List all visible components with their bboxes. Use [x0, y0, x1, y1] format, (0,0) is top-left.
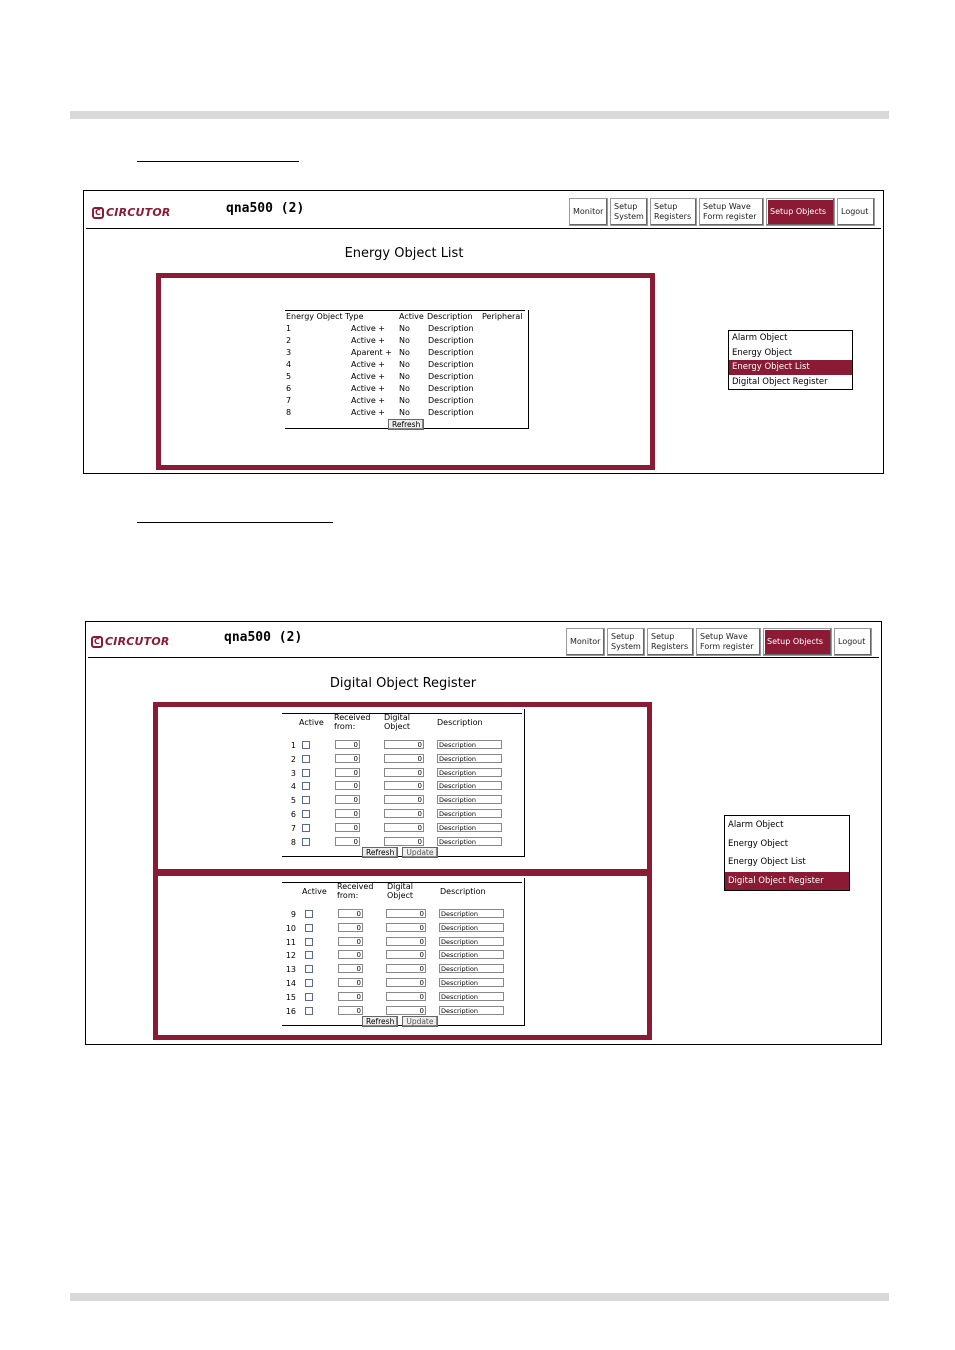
energy-row-active: No [399, 408, 410, 417]
refresh-button[interactable]: Refresh [362, 1016, 398, 1027]
col-header-active: Active [302, 887, 327, 896]
active-checkbox[interactable] [305, 965, 313, 973]
digital-object-input[interactable]: 0 [386, 937, 426, 946]
row-number: 15 [285, 992, 296, 1002]
active-checkbox[interactable] [302, 796, 310, 804]
energy-row-num: 5 [286, 372, 292, 381]
description-input[interactable]: Description [439, 909, 504, 918]
top-nav [569, 198, 875, 226]
energy-row-num: 6 [286, 384, 292, 393]
energy-row-description: Description [428, 360, 474, 369]
col-header-active: Active [299, 718, 324, 727]
energy-row-description: Description [428, 396, 474, 405]
digital-object-input[interactable]: 0 [386, 978, 426, 987]
digital-object-input[interactable]: 0 [386, 909, 426, 918]
active-checkbox[interactable] [302, 755, 310, 763]
col-header-digital: Digital Object [387, 882, 414, 900]
circutor-logo-icon: C [91, 636, 103, 648]
description-input[interactable]: Description [437, 781, 502, 790]
section-underline-1 [137, 161, 299, 162]
side-menu-item-energy-object-list[interactable]: Energy Object List [728, 857, 806, 867]
description-input[interactable]: Description [439, 950, 504, 959]
energy-row-description: Description [428, 384, 474, 393]
energy-row-num: 1 [286, 324, 292, 333]
active-checkbox[interactable] [302, 741, 310, 749]
logo-text: CIRCUTOR [106, 206, 171, 219]
energy-row-active: No [399, 336, 410, 345]
energy-row-type: Active + [351, 324, 385, 333]
screenshot-energy-object-list [83, 190, 884, 474]
received-from-input[interactable]: 0 [338, 978, 363, 987]
table-row [282, 922, 522, 934]
table-row [282, 1005, 522, 1017]
nav-button-monitor[interactable]: Monitor [566, 628, 605, 656]
side-menu [728, 330, 853, 390]
energy-row-type: Active + [351, 384, 385, 393]
received-from-input[interactable]: 0 [335, 754, 360, 763]
received-from-input[interactable]: 0 [338, 909, 363, 918]
nav-button-logout[interactable]: Logout [834, 628, 872, 656]
refresh-button[interactable]: Refresh [362, 847, 398, 858]
description-input[interactable]: Description [439, 964, 504, 973]
nav-button-setup-objects[interactable]: Setup Objects [766, 198, 835, 226]
digital-object-input[interactable]: 0 [384, 768, 424, 777]
bottom-rule [70, 1293, 889, 1301]
col-header-description: Description [427, 312, 473, 321]
active-checkbox[interactable] [305, 979, 313, 987]
energy-row-description: Description [428, 348, 474, 357]
description-input[interactable]: Description [439, 992, 504, 1001]
received-from-input[interactable]: 0 [338, 1006, 363, 1015]
description-input[interactable]: Description [439, 937, 504, 946]
digital-object-input[interactable]: 0 [384, 809, 424, 818]
digital-object-input[interactable]: 0 [386, 950, 426, 959]
table-row [282, 836, 522, 848]
row-number: 14 [285, 979, 296, 988]
col-header-peripheral: Peripheral [482, 312, 523, 321]
nav-button-setup-registers[interactable]: Setup Registers [650, 198, 697, 226]
active-checkbox[interactable] [305, 938, 313, 946]
screenshot-digital-object-register [85, 621, 882, 1045]
row-number: 8 [290, 837, 296, 847]
nav-button-setup-system[interactable]: Setup System [607, 628, 645, 656]
active-checkbox[interactable] [305, 924, 313, 932]
table-row [282, 949, 522, 961]
table-row [282, 794, 522, 806]
description-input[interactable]: Description [439, 978, 504, 987]
received-from-input[interactable]: 0 [338, 937, 363, 946]
top-nav [566, 628, 872, 656]
received-from-input[interactable]: 0 [338, 964, 363, 973]
active-checkbox[interactable] [305, 910, 313, 918]
active-checkbox[interactable] [305, 993, 313, 1001]
active-checkbox[interactable] [302, 782, 310, 790]
frame-divider [158, 869, 647, 876]
update-button[interactable]: Update [402, 1016, 437, 1027]
active-checkbox[interactable] [302, 769, 310, 777]
energy-row-type: Active + [351, 336, 385, 345]
active-checkbox[interactable] [302, 824, 310, 832]
received-from-input[interactable]: 0 [335, 795, 360, 804]
table-row [282, 767, 522, 779]
energy-row-description: Description [428, 408, 474, 417]
device-name: qna500 (2) [224, 630, 303, 645]
row-number: 13 [285, 965, 296, 975]
row-number: 11 [285, 937, 296, 947]
energy-row-active: No [399, 372, 410, 381]
description-input[interactable]: Description [439, 1006, 504, 1015]
nav-button-setup-objects[interactable]: Setup Objects [763, 628, 832, 656]
table-buttons [362, 1016, 438, 1028]
logo-text: CIRCUTOR [105, 635, 170, 648]
col-header-active: Active [399, 312, 424, 321]
energy-row-active: No [399, 348, 410, 357]
row-number: 3 [290, 768, 296, 778]
digital-object-input[interactable]: 0 [386, 964, 426, 973]
top-rule [70, 111, 889, 119]
section-underline-2 [137, 522, 333, 523]
active-checkbox[interactable] [305, 951, 313, 959]
description-input[interactable]: Description [437, 740, 502, 749]
table-row [282, 808, 522, 820]
table-row [282, 822, 522, 834]
description-input[interactable]: Description [437, 754, 502, 763]
page-title: Energy Object List [344, 246, 464, 261]
header-divider [88, 657, 879, 658]
energy-row-num: 7 [286, 396, 292, 405]
energy-object-frame [156, 273, 655, 470]
energy-row-active: No [399, 360, 410, 369]
energy-row-description: Description [428, 336, 474, 345]
digital-object-table-2 [282, 878, 525, 1026]
digital-object-input[interactable]: 0 [384, 795, 424, 804]
circutor-logo [91, 635, 170, 648]
nav-button-setup-system[interactable]: Setup System [610, 198, 648, 226]
description-input[interactable]: Description [437, 809, 502, 818]
side-menu-item-alarm-object[interactable]: Alarm Object [728, 820, 784, 830]
table-row [282, 908, 522, 920]
row-number: 9 [290, 910, 296, 919]
energy-row-type: Active + [351, 360, 385, 369]
page-title: Digital Object Register [329, 676, 477, 691]
row-number: 5 [290, 796, 296, 806]
col-header-type: Energy Object Type [286, 312, 364, 321]
energy-row-num: 8 [286, 408, 292, 417]
row-number: 4 [290, 782, 296, 792]
table-row [282, 991, 522, 1003]
energy-row-num: 2 [286, 336, 292, 345]
side-menu-item-energy-object[interactable]: Energy Object [732, 347, 793, 358]
table-row [282, 739, 522, 751]
received-from-input[interactable]: 0 [338, 992, 363, 1001]
nav-button-setup-wave-form-register[interactable]: Setup Wave Form register [696, 628, 761, 656]
update-button[interactable]: Update [402, 847, 437, 858]
energy-row-active: No [399, 384, 410, 393]
energy-object-table [285, 310, 529, 429]
side-menu [724, 815, 850, 891]
nav-button-monitor[interactable]: Monitor [569, 198, 608, 226]
energy-row-type: Active + [351, 408, 385, 417]
row-number: 6 [290, 810, 296, 819]
row-number: 12 [285, 951, 296, 961]
received-from-input[interactable]: 0 [335, 823, 360, 832]
col-header-received: Received from: [337, 882, 374, 900]
received-from-input[interactable]: 0 [338, 950, 363, 959]
energy-row-active: No [399, 324, 410, 333]
received-from-input[interactable]: 0 [335, 768, 360, 777]
digital-object-input[interactable]: 0 [384, 837, 424, 846]
device-name: qna500 (2) [226, 201, 305, 216]
energy-row-type: Active + [351, 396, 385, 405]
active-checkbox[interactable] [302, 810, 310, 818]
description-input[interactable]: Description [437, 823, 502, 832]
description-input[interactable]: Description [437, 768, 502, 777]
nav-button-setup-wave-form-register[interactable]: Setup Wave Form register [699, 198, 764, 226]
digital-object-frame [153, 702, 652, 1040]
digital-object-table-1 [282, 709, 525, 857]
received-from-input[interactable]: 0 [338, 923, 363, 932]
digital-object-input[interactable]: 0 [384, 740, 424, 749]
energy-row-description: Description [428, 372, 474, 381]
energy-row-active: No [399, 396, 410, 405]
active-checkbox[interactable] [302, 838, 310, 846]
nav-button-logout[interactable]: Logout [837, 198, 875, 226]
digital-object-input[interactable]: 0 [386, 992, 426, 1001]
received-from-input[interactable]: 0 [335, 809, 360, 818]
circutor-logo-icon: C [92, 207, 104, 219]
table-row [282, 936, 522, 948]
col-header-received: Received from: [334, 713, 371, 731]
refresh-button[interactable]: Refresh [388, 419, 424, 430]
energy-row-description: Description [428, 324, 474, 333]
side-menu-item-digital-object-register[interactable]: Digital Object Register [732, 376, 828, 387]
energy-row-type: Aparent + [351, 348, 392, 357]
side-menu-item-energy-object-list[interactable]: Energy Object List [729, 360, 852, 375]
row-number: 10 [285, 923, 296, 933]
header-divider [86, 228, 881, 229]
digital-object-input[interactable]: 0 [384, 823, 424, 832]
digital-object-input[interactable]: 0 [384, 781, 424, 790]
description-input[interactable]: Description [439, 923, 504, 932]
received-from-input[interactable]: 0 [335, 781, 360, 790]
table-row [282, 963, 522, 975]
received-from-input[interactable]: 0 [335, 837, 360, 846]
table-row [282, 977, 522, 989]
side-menu-item-digital-object-register[interactable]: Digital Object Register [725, 872, 849, 891]
row-number: 2 [290, 754, 296, 764]
description-input[interactable]: Description [437, 837, 502, 846]
received-from-input[interactable]: 0 [335, 740, 360, 749]
row-number: 7 [290, 823, 296, 833]
digital-object-input[interactable]: 0 [386, 1006, 426, 1015]
digital-object-input[interactable]: 0 [386, 923, 426, 932]
col-header-description: Description [440, 887, 486, 896]
col-header-digital: Digital Object [384, 713, 411, 731]
energy-row-num: 4 [286, 360, 292, 369]
row-number: 16 [285, 1006, 296, 1016]
digital-object-input[interactable]: 0 [384, 754, 424, 763]
nav-button-setup-registers[interactable]: Setup Registers [647, 628, 694, 656]
table-row [282, 753, 522, 765]
row-number: 1 [290, 741, 296, 750]
description-input[interactable]: Description [437, 795, 502, 804]
table-buttons [362, 847, 438, 859]
side-menu-item-energy-object[interactable]: Energy Object [728, 838, 789, 849]
col-header-description: Description [437, 718, 483, 727]
active-checkbox[interactable] [305, 1007, 313, 1015]
energy-row-type: Active + [351, 372, 385, 381]
circutor-logo [92, 206, 171, 219]
energy-row-num: 3 [286, 348, 292, 357]
side-menu-item-alarm-object[interactable]: Alarm Object [732, 333, 788, 343]
table-row [282, 780, 522, 792]
